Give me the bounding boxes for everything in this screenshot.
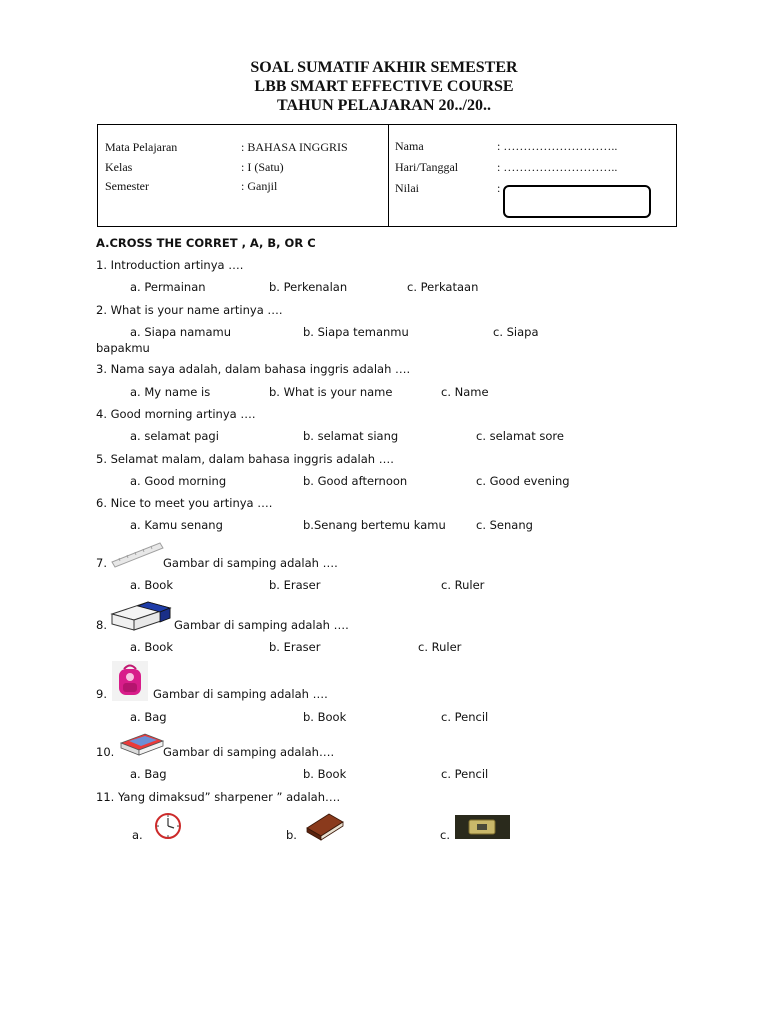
- q6-option-b[interactable]: b.Senang bertemu kamu: [303, 518, 446, 532]
- q8-option-a[interactable]: a. Book: [130, 640, 173, 654]
- q4-option-a[interactable]: a. selamat pagi: [130, 429, 219, 443]
- ruler-icon: [110, 540, 164, 568]
- subject-label: Mata Pelajaran: [105, 140, 178, 154]
- q7-option-b[interactable]: b. Eraser: [269, 578, 321, 592]
- class-label: Kelas: [105, 160, 133, 174]
- semester-value: : Ganjil: [241, 179, 278, 193]
- q5-option-b[interactable]: b. Good afternoon: [303, 474, 408, 488]
- q3-option-c[interactable]: c. Name: [441, 385, 489, 399]
- question-5: 5. Selamat malam, dalam bahasa inggris adalah ….: [96, 452, 394, 466]
- q2-option-c-wrap: bapakmu: [96, 341, 150, 355]
- bag-icon: [112, 661, 148, 701]
- header-title: SOAL SUMATIF AKHIR SEMESTER: [250, 59, 518, 76]
- book-icon: [119, 731, 165, 757]
- q2-option-c[interactable]: c. Siapa: [493, 325, 539, 339]
- q4-option-b[interactable]: b. selamat siang: [303, 429, 399, 443]
- question-1: 1. Introduction artinya ….: [96, 258, 244, 272]
- class-value: : I (Satu): [241, 160, 284, 174]
- question-2: 2. What is your name artinya ….: [96, 303, 283, 317]
- q9-option-c[interactable]: c. Pencil: [441, 710, 489, 724]
- q8-option-c[interactable]: c. Ruler: [418, 640, 462, 654]
- q9-option-a[interactable]: a. Bag: [130, 710, 167, 724]
- q7-option-c[interactable]: c. Ruler: [441, 578, 485, 592]
- q8-option-b[interactable]: b. Eraser: [269, 640, 321, 654]
- score-box[interactable]: [503, 185, 651, 218]
- clock-icon: [150, 812, 185, 840]
- eraser-icon: [108, 598, 174, 632]
- name-label: Nama: [395, 139, 424, 153]
- q3-option-b[interactable]: b. What is your name: [269, 385, 393, 399]
- date-field[interactable]: : ………………………..: [497, 160, 618, 174]
- q9-option-b[interactable]: b. Book: [303, 710, 347, 724]
- question-10: Gambar di samping adalah….: [163, 745, 335, 759]
- q2-option-b[interactable]: b. Siapa temanmu: [303, 325, 409, 339]
- sharpener-icon: [455, 815, 510, 839]
- brown-book-icon: [303, 810, 345, 842]
- score-colon: :: [497, 181, 501, 195]
- question-11: 11. Yang dimaksud” sharpener ” adalah….: [96, 790, 341, 804]
- name-field[interactable]: : ………………………..: [497, 139, 618, 153]
- q11-option-b[interactable]: b.: [286, 828, 297, 842]
- question-7: Gambar di samping adalah ….: [163, 556, 338, 570]
- q10-option-c[interactable]: c. Pencil: [441, 767, 489, 781]
- q6-option-c[interactable]: c. Senang: [476, 518, 533, 532]
- q1-option-a[interactable]: a. Permainan: [130, 280, 206, 294]
- subject-value: : BAHASA INGGRIS: [241, 140, 348, 154]
- date-label: Hari/Tanggal: [395, 160, 459, 174]
- q10-option-b[interactable]: b. Book: [303, 767, 347, 781]
- header-institution: LBB SMART EFFECTIVE COURSE: [254, 78, 514, 95]
- q11-option-a[interactable]: a.: [132, 828, 143, 842]
- question-9: Gambar di samping adalah ….: [153, 687, 328, 701]
- info-left: [98, 125, 389, 226]
- semester-label: Semester: [105, 179, 149, 193]
- question-10-number: 10.: [96, 745, 115, 759]
- q2-option-a[interactable]: a. Siapa namamu: [130, 325, 231, 339]
- q5-option-a[interactable]: a. Good morning: [130, 474, 227, 488]
- q11-option-c[interactable]: c.: [440, 828, 450, 842]
- question-6: 6. Nice to meet you artinya ….: [96, 496, 273, 510]
- q3-option-a[interactable]: a. My name is: [130, 385, 211, 399]
- q1-option-b[interactable]: b. Perkenalan: [269, 280, 348, 294]
- header-year: TAHUN PELAJARAN 20../20..: [277, 97, 491, 114]
- question-8: Gambar di samping adalah ….: [174, 618, 349, 632]
- q4-option-c[interactable]: c. selamat sore: [476, 429, 564, 443]
- info-box: [97, 124, 677, 227]
- q1-option-c[interactable]: c. Perkataan: [407, 280, 479, 294]
- question-9-number: 9.: [96, 687, 107, 701]
- q7-option-a[interactable]: a. Book: [130, 578, 173, 592]
- question-4: 4. Good morning artinya ….: [96, 407, 256, 421]
- question-7-number: 7.: [96, 556, 107, 570]
- q10-option-a[interactable]: a. Bag: [130, 767, 167, 781]
- section-title: A.CROSS THE CORRET , A, B, OR C: [96, 236, 316, 250]
- page-header: [0, 58, 768, 115]
- q5-option-c[interactable]: c. Good evening: [476, 474, 570, 488]
- question-3: 3. Nama saya adalah, dalam bahasa inggris adalah ….: [96, 362, 411, 376]
- q6-option-a[interactable]: a. Kamu senang: [130, 518, 223, 532]
- question-8-number: 8.: [96, 618, 107, 632]
- score-label: Nilai: [395, 181, 419, 195]
